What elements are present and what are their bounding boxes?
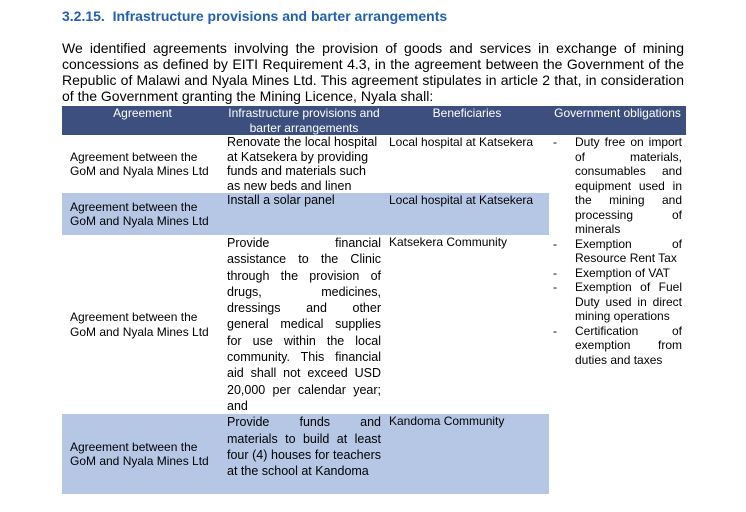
obligation-item (553, 135, 682, 237)
obligation-text: Certification of exemption from duties and taxes (575, 323, 682, 367)
table-header-row (62, 106, 686, 135)
intro-line: Republic of Malawi and Nyala Mines Ltd. This agreement stipulates in article 2 that, in consideration (62, 72, 684, 88)
obligation-item (553, 324, 682, 368)
bullet-dash: - (553, 280, 557, 294)
bullet-dash: - (553, 236, 557, 251)
obligation-item (553, 237, 682, 266)
obligations-cell (549, 135, 686, 494)
obligation-text: Exemption of Resource Rent Tax (575, 236, 682, 265)
intro-line: concessions as defined by EITI Requirement 4.3, in the agreement between the Government of the (62, 56, 684, 72)
intro-paragraph (62, 40, 684, 104)
obligation-item (553, 280, 682, 324)
header-agreement: Agreement (62, 106, 223, 135)
section-heading (62, 8, 447, 24)
obligation-text: Duty free on import of materials, consumables and equipment used in the mining and processing of minerals (575, 135, 682, 236)
intro-line: We identified agreements involving the provision of goods and services in exchange of mining (62, 40, 684, 56)
beneficiary-cell: Katsekera Community (389, 235, 508, 249)
beneficiary-cell (385, 135, 549, 193)
obligation-text: Exemption of VAT (575, 265, 670, 280)
infrastructure-cell: Provide funds and materials to build at least four (4) houses for teachers at the school at Kandoma (223, 414, 385, 494)
table-row (62, 135, 686, 193)
agreement-cell: Agreement between the GoM and Nyala Mines Ltd (62, 193, 223, 235)
obligations-list (553, 135, 682, 367)
intro-line: of the Government granting the Mining Licence, Nyala shall: (62, 88, 434, 104)
bullet-dash: - (553, 323, 557, 338)
beneficiary-cell: Kandoma Community (385, 414, 549, 494)
agreement-cell: Agreement between the GoM and Nyala Mines Ltd (70, 149, 209, 178)
obligation-item (553, 266, 682, 281)
section-title: Infrastructure provisions and barter arrangements (112, 8, 448, 24)
bullet-dash: - (553, 265, 557, 280)
section-number: 3.2.15. (62, 8, 105, 24)
agreement-cell: Agreement between the GoM and Nyala Mines Ltd (70, 310, 209, 339)
obligation-text: Exemption of Fuel Duty used in direct mining operations (575, 280, 682, 323)
header-infrastructure: Infrastructure provisions and barter arrangements (223, 106, 385, 135)
beneficiary-cell: Local hospital at Katsekera (385, 193, 549, 235)
bullet-dash: - (553, 135, 557, 149)
header-government-obligations: Government obligations (549, 106, 686, 135)
agreements-table (62, 106, 686, 494)
agreement-cell: Agreement between the GoM and Nyala Mines Ltd (62, 414, 223, 494)
infrastructure-cell: Install a solar panel (223, 193, 385, 235)
header-beneficiaries: Beneficiaries (385, 106, 549, 135)
infrastructure-cell: Provide financial assistance to the Clinic through the provision of drugs, medicines, dressings and other general medical supplies for use within the local community. This financial aid shall not exceed USD 20,000 per calendar year; and (227, 236, 381, 413)
infrastructure-cell: Renovate the local hospital at Katsekera by providing funds and materials such as new beds and linen (227, 135, 378, 193)
beneficiary-text: Local hospital at Katsekera (389, 135, 534, 149)
